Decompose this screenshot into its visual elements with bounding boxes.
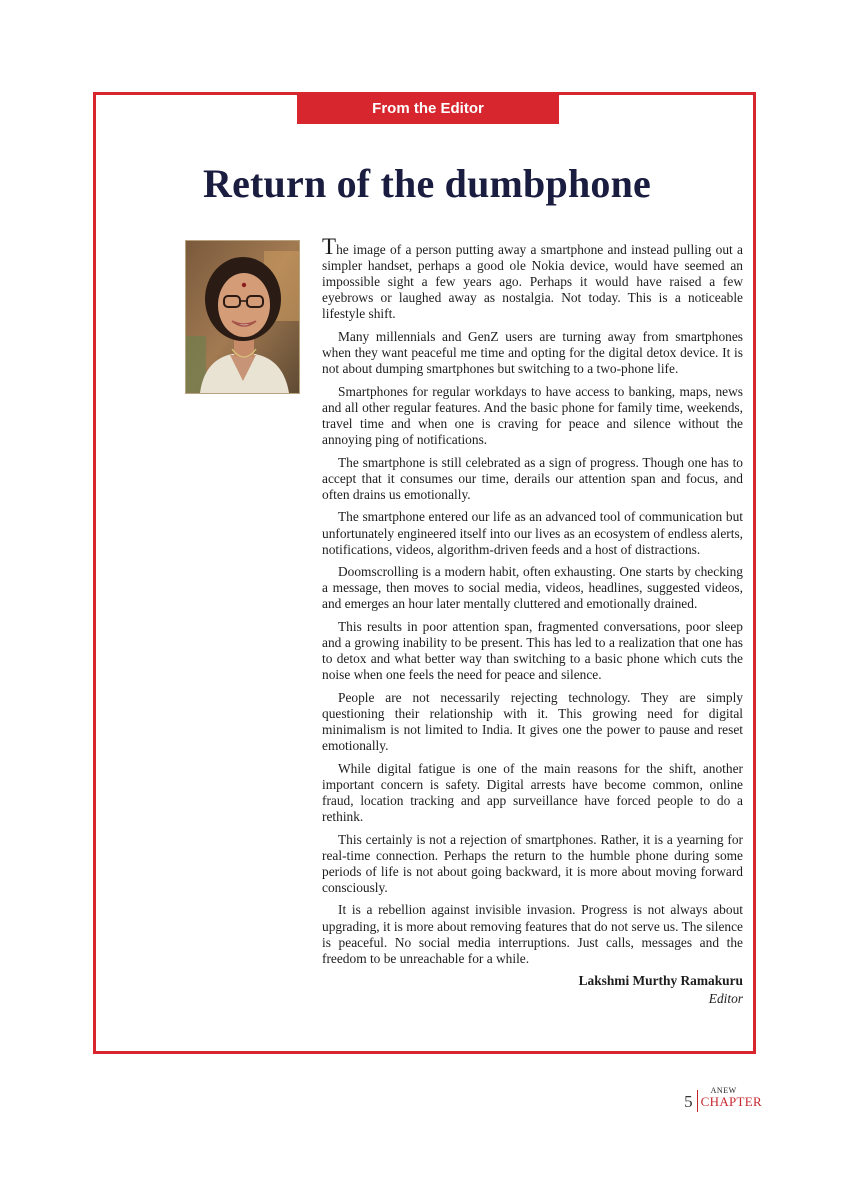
article-paragraph: While digital fatigue is one of the main reasons for the shift, another important concern is safety. Digital arrests have become common, online fraud, location tracking and app surveillance have forced people to do a rethink. (322, 760, 743, 824)
article-paragraph: The smartphone entered our life as an advanced tool of communication but unfortunately engineered itself into our lives as an ecosystem of endless alerts, notifications, videos, algorithm-driven feeds and a host of distractions. (322, 509, 743, 557)
article-paragraph: The smartphone is still celebrated as a sign of progress. Though one has to accept that it consumes our time, derails our attention span and focus, and often drains us emotionally. (322, 454, 743, 502)
page-footer (684, 1087, 762, 1112)
page-number: 5 (684, 1092, 693, 1111)
section-label (297, 92, 559, 124)
article-paragraph: This certainly is not a rejection of smartphones. Rather, it is a yearning for real-time connection. Perhaps the return to the humble phone during some periods of life is not about going backward, it is more about moving forward consciously. (322, 831, 743, 895)
author-name: Lakshmi Murthy Ramakuru (578, 973, 743, 989)
article-paragraph: Many millennials and GenZ users are turning away from smartphones when they want peaceful me time and opting for the digital detox device. It is not about dumping smartphones but switching to a two-phone life. (322, 328, 743, 377)
article-paragraph: Smartphones for regular workdays to have access to banking, maps, news and all other regular features. And the basic phone for family time, weekends, travel time and when one is craving for peace and silence without the annoying ping of notifications. (322, 383, 743, 448)
brand-logo-bottom: CHAPTER (700, 1094, 762, 1109)
article-paragraph: It is a rebellion against invisible invasion. Progress is not always about upgrading, it is more about removing features that do not serve us. The silence is peaceful. No social media interruptions. Just calls, messages and the freedom to be unreachable for a while. (322, 902, 743, 966)
section-label-text: From the Editor (372, 99, 484, 117)
brand-logo-top: ANEW (710, 1086, 737, 1095)
drop-cap: T (322, 234, 337, 259)
article-body (322, 234, 743, 1008)
article-headline: Return of the dumbphone (203, 161, 651, 206)
brand-logo (701, 1087, 762, 1108)
first-paragraph-text: he image of a person putting away a smartphone and instead pulling out a simpler handset, perhaps a good ole Nokia device, would have seemed an impossible sight a few years ago. Perhaps it would have raised a few eyebrows or laughed away as nostalgia. Not today. This is a noticeable lifestyle shift. (322, 242, 743, 322)
article-paragraph: Doomscrolling is a modern habit, often exhausting. One starts by checking a message, then moves to social media, videos, headlines, suggested videos, and emerges an hour later mentally cluttered and emotionally drained. (322, 564, 743, 612)
article-paragraph: People are not necessarily rejecting technology. They are simply questioning their relationship with it. This growing need for digital minimalism is not limited to India. It gives one the power to pause and reset emotionally. (322, 689, 743, 754)
author-role: Editor (708, 991, 743, 1007)
article-paragraph: This results in poor attention span, fragmented conversations, poor sleep and a growing inability to be present. This has led to a realization that one has to detox and what better way than switching to a basic phone which cuts the noise when one feels the need for peace and silence. (322, 618, 743, 683)
footer-divider (697, 1090, 698, 1112)
editor-portrait-icon (185, 240, 300, 394)
article-paragraph (322, 234, 743, 322)
